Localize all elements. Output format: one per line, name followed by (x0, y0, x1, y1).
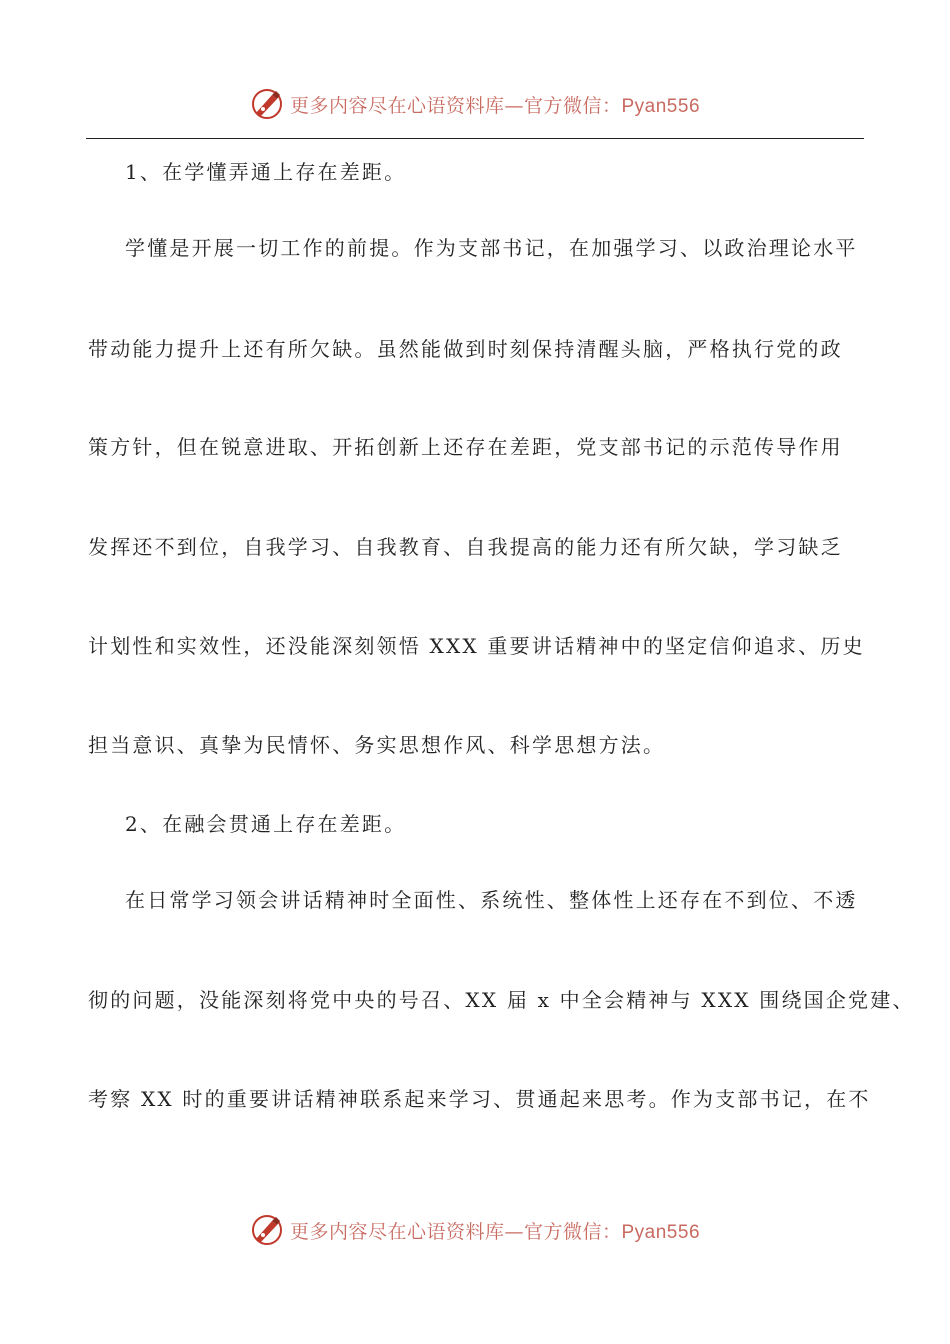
paragraph-line: 彻的问题，没能深刻将党中央的号召、XX 届 x 中全会精神与 XXX 围绕国企党建、 (88, 988, 915, 1012)
header-banner-text (290, 91, 700, 118)
paragraph-line: 在日常学习领会讲话精神时全面性、系统性、整体性上还存在不到位、不透 (125, 888, 858, 912)
header-divider (86, 138, 864, 139)
paragraph-line: 考察 XX 时的重要讲话精神联系起来学习、贯通起来思考。作为支部书记，在不 (88, 1087, 871, 1111)
footer-banner (0, 1210, 950, 1250)
paragraph-line: 担当意识、真挚为民情怀、务实思想作风、科学思想方法。 (88, 733, 666, 757)
footer-banner-text (290, 1217, 700, 1244)
section-heading-2: 2、在融会贯通上存在差距。 (125, 812, 407, 836)
paragraph-line: 带动能力提升上还有所欠缺。虽然能做到时刻保持清醒头脑，严格执行党的政 (88, 337, 843, 361)
paragraph-line: 发挥还不到位，自我学习、自我教育、自我提高的能力还有所欠缺，学习缺乏 (88, 535, 843, 559)
paragraph-line: 计划性和实效性，还没能深刻领悟 XXX 重要讲话精神中的坚定信仰追求、历史 (88, 634, 865, 658)
header-banner (0, 84, 950, 124)
paragraph-line: 策方针，但在锐意进取、开拓创新上还存在差距，党支部书记的示范传导作用 (88, 435, 843, 459)
pen-nib-logo-icon (250, 1213, 284, 1247)
header-banner-content (250, 87, 700, 121)
footer-banner-content (250, 1213, 700, 1247)
header-banner-main: 更多内容尽在心语资料库—官方微信： (289, 94, 622, 117)
section-heading-1: 1、在学懂弄通上存在差距。 (125, 160, 407, 184)
pen-nib-logo-icon (250, 87, 284, 121)
header-banner-wechat-id: Pyan556 (621, 95, 701, 117)
footer-banner-main: 更多内容尽在心语资料库—官方微信： (289, 1220, 622, 1243)
paragraph-line: 学懂是开展一切工作的前提。作为支部书记，在加强学习、以政治理论水平 (125, 236, 858, 260)
footer-banner-wechat-id: Pyan556 (621, 1221, 701, 1243)
